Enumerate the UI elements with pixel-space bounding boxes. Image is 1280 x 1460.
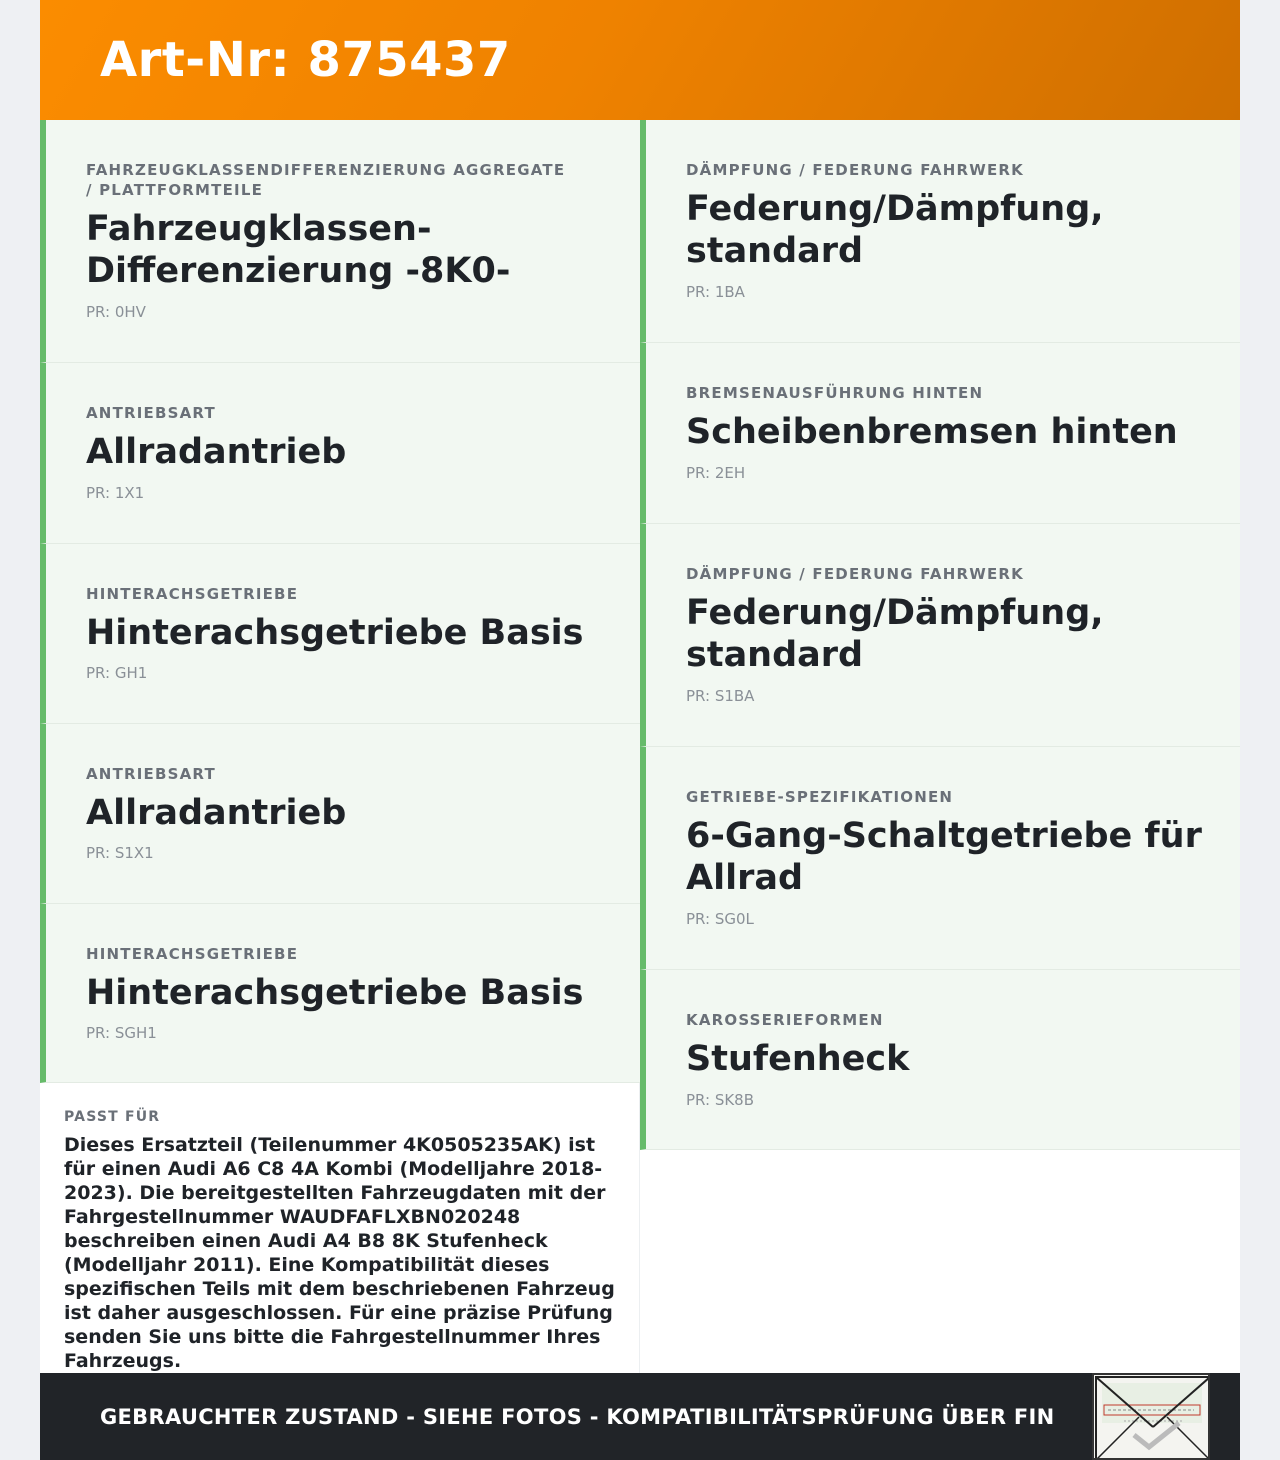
spec-card	[40, 724, 640, 904]
spec-value: 6-Gang-Schaltgetriebe für Allrad	[686, 816, 1202, 898]
spec-value: Federung/Dämpfung, standard	[686, 593, 1104, 675]
spec-card	[640, 524, 1240, 747]
spec-pr-code: PR: SGH1	[86, 1024, 157, 1042]
spec-value: Fahrzeugklassen-Differenzierung -8K0-	[86, 209, 511, 291]
spec-card	[40, 904, 640, 1083]
spec-category: ANTRIEBSART	[86, 404, 216, 422]
spec-pr-code: PR: 1BA	[686, 283, 745, 301]
spec-card	[640, 747, 1240, 970]
spec-card	[640, 343, 1240, 524]
spec-value: Hinterachsgetriebe Basis	[86, 973, 584, 1013]
spec-category: FAHRZEUGKLASSENDIFFERENZIERUNG AGGREGATE / PLATTFORMTEILE	[86, 161, 566, 199]
spec-pr-code: PR: 0HV	[86, 303, 146, 321]
right-spec-column	[640, 120, 1240, 1150]
spec-category: DÄMPFUNG / FEDERUNG FAHRWERK	[686, 565, 1025, 583]
footer-banner	[40, 1373, 1240, 1460]
spec-card	[640, 970, 1240, 1150]
compatibility-section	[40, 1083, 640, 1373]
spec-category: DÄMPFUNG / FEDERUNG FAHRWERK	[686, 161, 1025, 179]
page	[40, 0, 1240, 1460]
spec-category: KAROSSERIEFORMEN	[686, 1011, 884, 1029]
spec-value: Stufenheck	[686, 1039, 910, 1079]
spec-pr-code: PR: S1BA	[686, 687, 755, 705]
spec-pr-code: PR: SG0L	[686, 910, 754, 928]
spec-value: Scheibenbremsen hinten	[686, 412, 1178, 452]
spec-pr-code: PR: 1X1	[86, 484, 145, 502]
envelope-icon	[1092, 1373, 1210, 1460]
spec-category: HINTERACHSGETRIEBE	[86, 945, 299, 963]
spec-category: HINTERACHSGETRIEBE	[86, 585, 299, 603]
spec-category: ANTRIEBSART	[86, 765, 216, 783]
spec-pr-code: PR: S1X1	[86, 844, 154, 862]
article-number-title: Art-Nr: 875437	[100, 32, 511, 88]
spec-value: Federung/Dämpfung, standard	[686, 189, 1104, 271]
spec-card	[40, 544, 640, 724]
spec-category: BREMSENAUSFÜHRUNG HINTEN	[686, 384, 984, 402]
compatibility-text: Dieses Ersatzteil (Teilenummer 4K0505235AK) ist für einen Audi A6 C8 4A Kombi (Modelljahre 2018-2023). Die bereitgestellten Fahrzeugdaten mit der Fahrgestellnummer WAUDFAFLXBN020248 beschreiben einen Audi A4 B8 8K Stufenheck (Modelljahr 2011). Eine Kompatibilität dieses spezifischen Teils mit dem beschriebenen Fahrzeug ist daher ausgeschlossen. Für eine präzise Prüfung senden Sie uns bitte die Fahrgestellnummer Ihres Fahrzeugs.	[64, 1134, 615, 1372]
left-spec-column	[40, 120, 640, 1083]
spec-value: Allradantrieb	[86, 432, 347, 472]
spec-pr-code: PR: 2EH	[686, 464, 746, 482]
compatibility-label: PASST FÜR	[64, 1109, 161, 1125]
spec-pr-code: PR: SK8B	[686, 1091, 755, 1109]
spec-card	[40, 363, 640, 544]
spec-value: Allradantrieb	[86, 793, 347, 833]
spec-pr-code: PR: GH1	[86, 664, 148, 682]
spec-card	[40, 120, 640, 363]
header-banner	[40, 0, 1240, 120]
condition-notice: GEBRAUCHTER ZUSTAND - SIEHE FOTOS - KOMPATIBILITÄTSPRÜFUNG ÜBER FIN	[100, 1404, 1055, 1429]
spec-value: Hinterachsgetriebe Basis	[86, 613, 584, 653]
spec-card	[640, 120, 1240, 343]
spec-category: GETRIEBE-SPEZIFIKATIONEN	[686, 788, 954, 806]
